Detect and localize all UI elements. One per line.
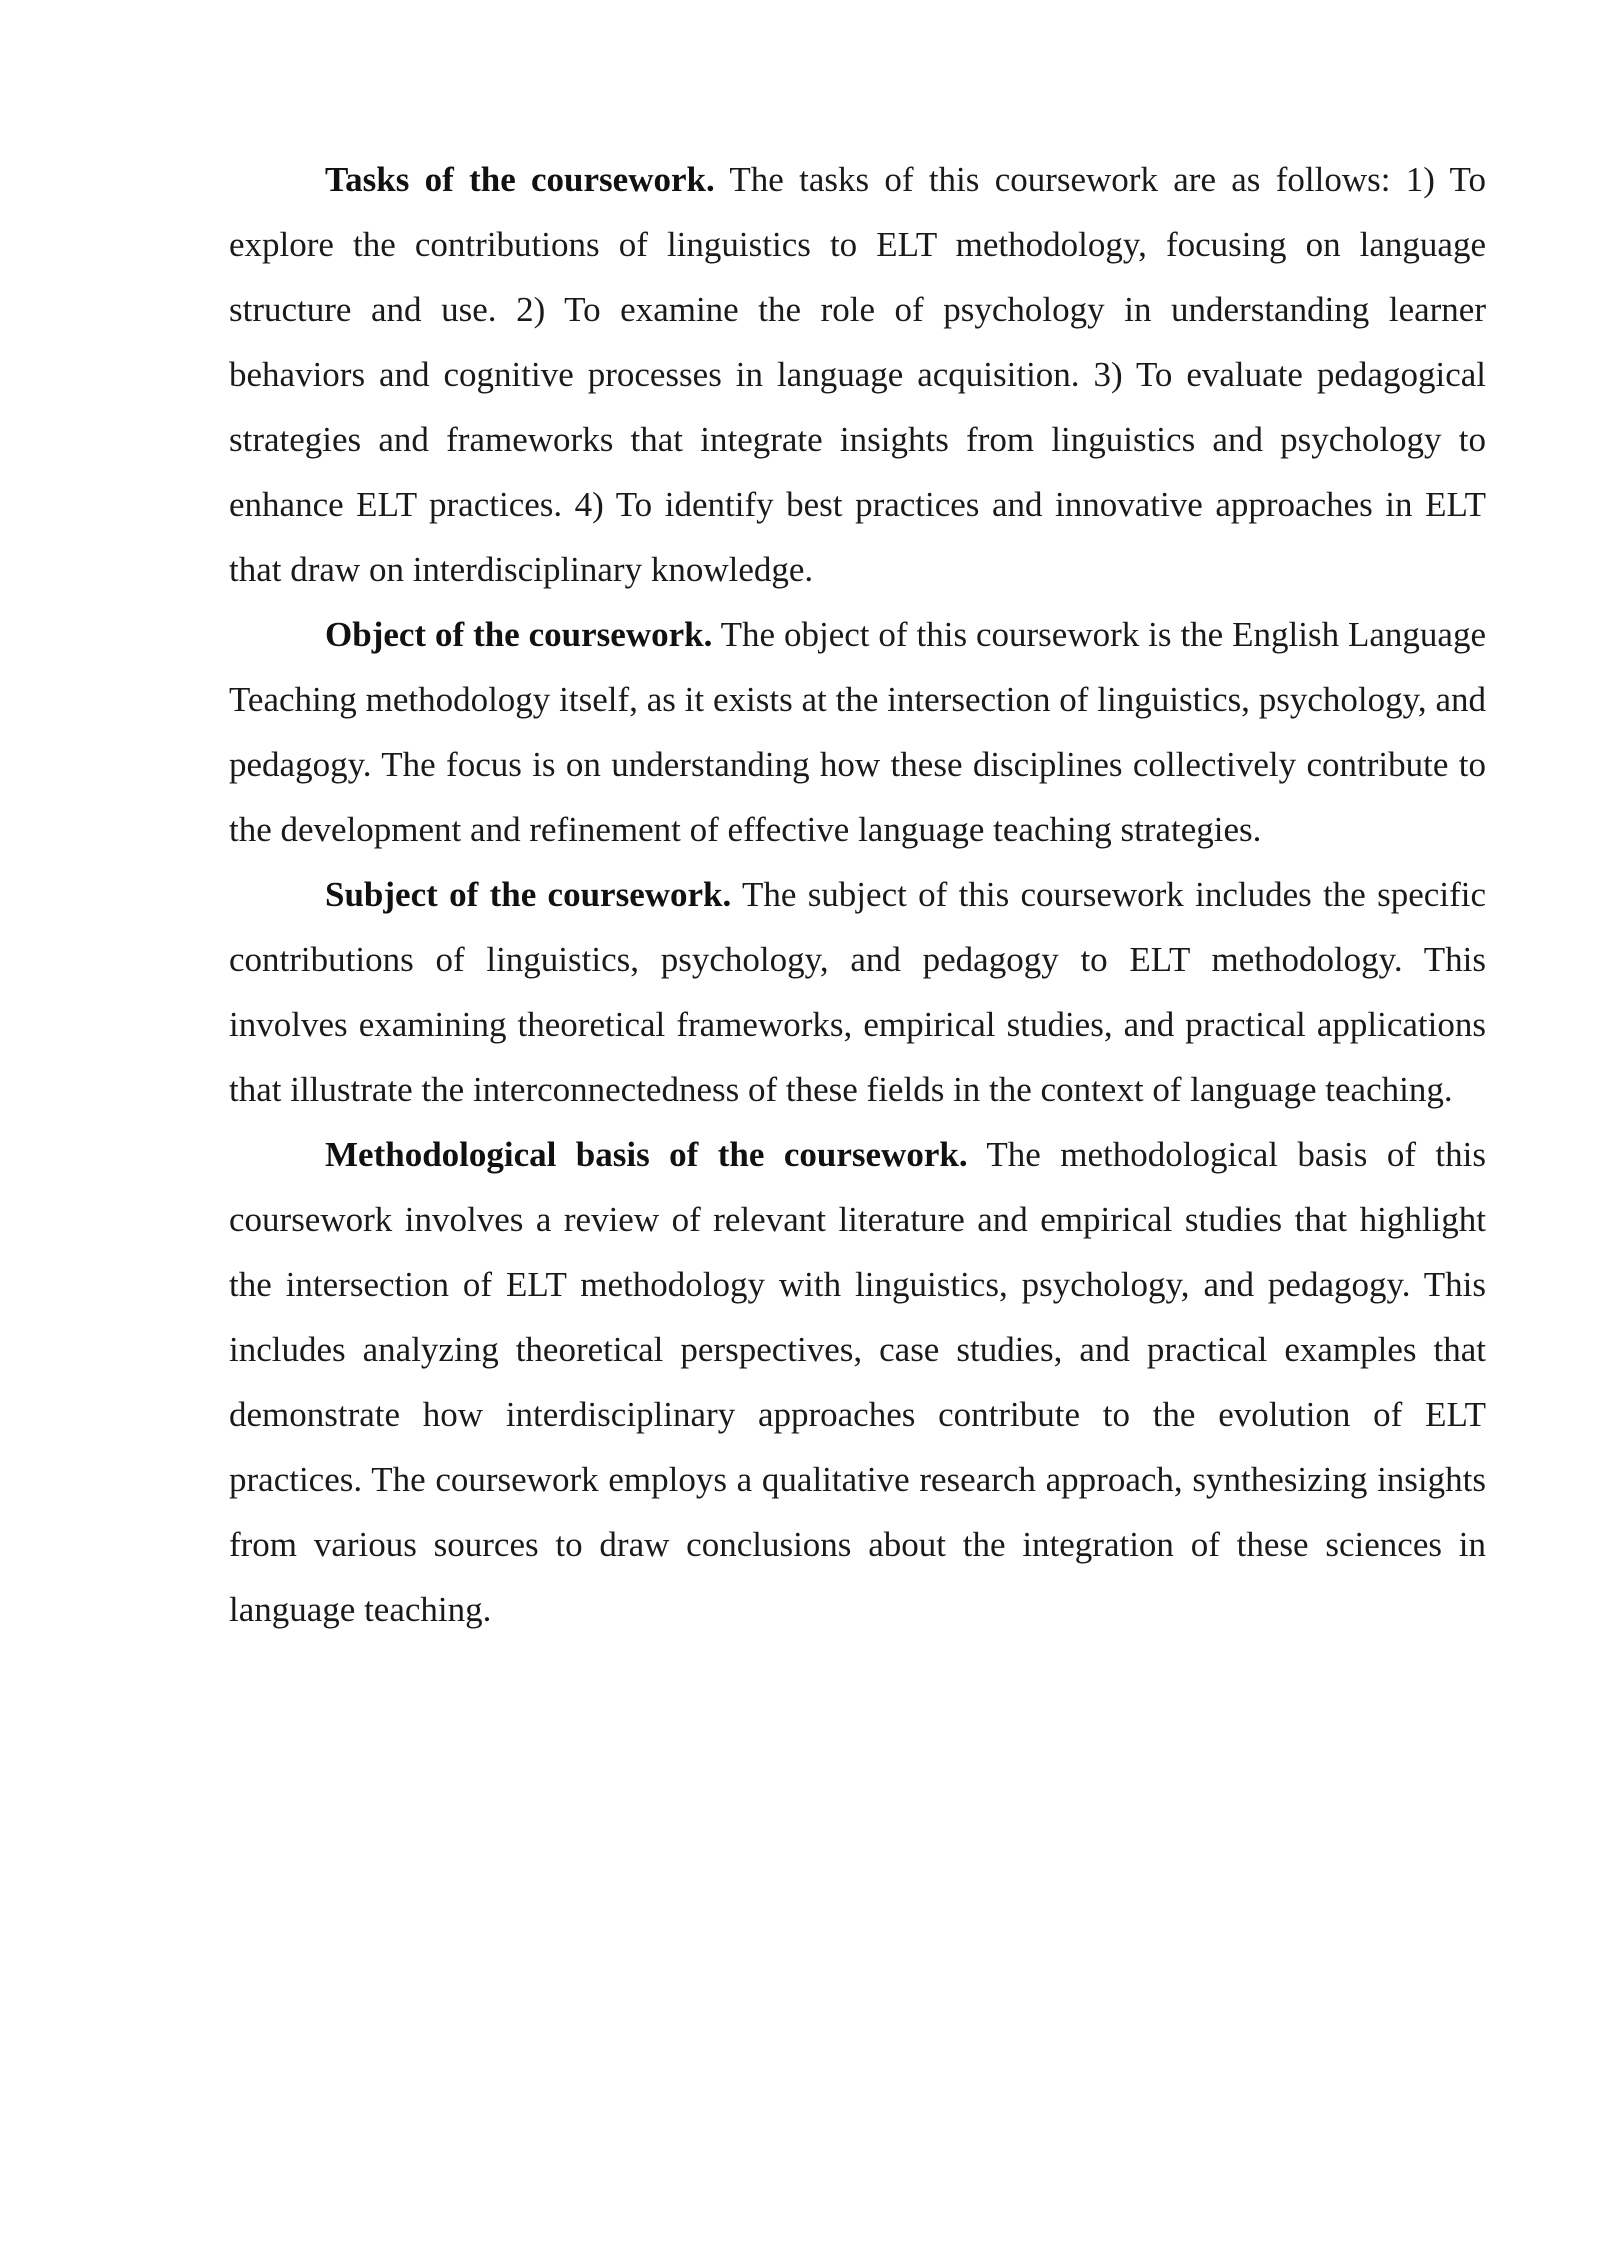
paragraph-text: The tasks of this coursework are as follows: 1) To explore the contributions of linguistics to ELT methodology, focusing on language structure and use. 2) To examine the role of psychology in understanding learner behaviors and cognitive processes in language acquisition. 3) To evaluate pedagogical strategies and frameworks that integrate insights from linguistics and psychology to enhance ELT practices. 4) To identify best practices and innovative approaches in ELT that draw on interdisciplinary knowledge. (229, 160, 1486, 589)
paragraph-heading: Methodological basis of the coursework. (325, 1135, 968, 1174)
paragraph-object (229, 602, 1486, 862)
paragraph-tasks (229, 147, 1486, 602)
paragraph-heading: Object of the coursework. (325, 615, 713, 654)
paragraph-text: The methodological basis of this coursework involves a review of relevant literature and empirical studies that highlight the intersection of ELT methodology with linguistics, psychology, and pedagogy. This includes analyzing theoretical perspectives, case studies, and practical examples that demonstrate how interdisciplinary approaches contribute to the evolution of ELT practices. The coursework employs a qualitative research approach, synthesizing insights from various sources to draw conclusions about the integration of these sciences in language teaching. (229, 1135, 1486, 1629)
paragraph-methodological-basis (229, 1122, 1486, 1642)
paragraph-text: The subject of this coursework includes the specific contributions of linguistics, psychology, and pedagogy to ELT methodology. This involves examining theoretical frameworks, empirical studies, and practical applications that illustrate the interconnectedness of these fields in the context of language teaching. (229, 875, 1486, 1109)
paragraph-text: The object of this coursework is the English Language Teaching methodology itself, as it exists at the intersection of linguistics, psychology, and pedagogy. The focus is on understanding how these disciplines collectively contribute to the development and refinement of effective language teaching strategies. (229, 615, 1486, 849)
document-page (229, 147, 1486, 1642)
paragraph-heading: Tasks of the coursework. (325, 160, 715, 199)
paragraph-subject (229, 862, 1486, 1122)
paragraph-heading: Subject of the coursework. (325, 875, 732, 914)
